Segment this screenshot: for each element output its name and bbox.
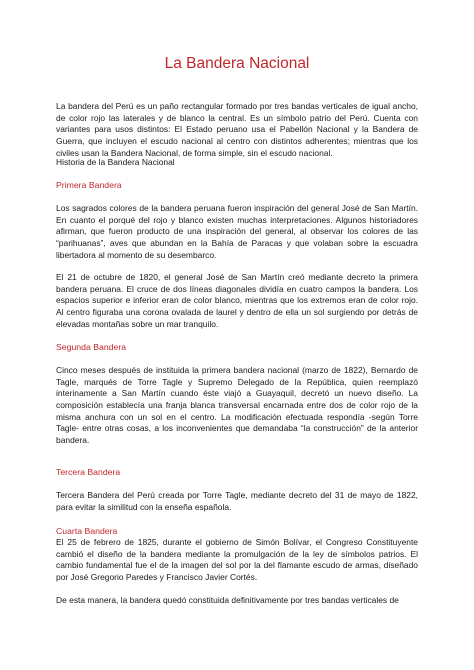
- document-title: La Bandera Nacional: [164, 55, 310, 72]
- section-primera-paragraph-1: Los sagrados colores de la bandera peruana fueron inspiración del general José de San Martín. En cuanto el porqué del rojo y blanco existen muchas interpretaciones. Algunos historiadores afirman, que fueron producto de una inspiración del general, al observar los colores de las “parihuanas”, aves que abundan en la Bahía de Paracas y que volaban sobre la escuadra libertadora al momento de su desembarco.: [56, 203, 418, 260]
- section-heading-primera: Primera Bandera: [56, 180, 122, 190]
- section-cuarta-paragraph-2: De esta manera, la bandera quedó constituida definitivamente por tres bandas verticales de: [56, 595, 399, 605]
- section-primera-paragraph-2: El 21 de octubre de 1820, el general José de San Martín creó mediante decreto la primera bandera peruana. El cruce de dos líneas diagonales dividía en cuatro campos la bandera. Los espacios superior e inferior eran de color blanco, mientras que los extremos eran de color rojo. Al centro figuraba una corona ovalada de laurel y dentro de ella un sol surgiendo por detrás de elevadas montañas sobre un mar tranquilo.: [56, 272, 418, 329]
- section-tercera-paragraph-1: Tercera Bandera del Perú creada por Torre Tagle, mediante decreto del 31 de mayo de 1822, para evitar la similitud con la enseña española.: [56, 490, 418, 512]
- section-heading-segunda: Segunda Bandera: [56, 342, 127, 352]
- section-heading-tercera: Tercera Bandera: [56, 467, 121, 477]
- section-heading-cuarta: Cuarta Bandera: [56, 526, 118, 536]
- history-label: Historia de la Bandera Nacional: [56, 157, 175, 167]
- section-segunda-paragraph-1: Cinco meses después de instituida la primera bandera nacional (marzo de 1822), Bernardo de Tagle, marqués de Torre Tagle y Supremo Delegado de la República, quien reemplazó interinamente a San Martín cuando éste viajó a Guayaquil, decretó un nuevo diseño. La composición establecía una franja blanca transversal encarnada entre dos de color rojo de la misma anchura con un sol en el centro. La modificación efectuada respondía -según Torre Tagle- entre otras cosas, a los inconvenientes que demandaba “la construcción” de la anterior bandera.: [56, 365, 418, 445]
- intro-paragraph: La bandera del Perú es un paño rectangular formado por tres bandas verticales de igual ancho, de color rojo las laterales y de blanco la central. Es un símbolo patrio del Perú. Cuenta con variantes para usos distintos: El Estado peruano usa el Pabellón Nacional y la Bandera de Guerra, que incluyen el escudo nacional al centro con distintos adherentes; mientras que los civiles usan la Bandera Nacional, de forma simple, sin el escudo nacional.: [56, 101, 418, 158]
- section-cuarta-paragraph-1: El 25 de febrero de 1825, durante el gobierno de Simón Bolívar, el Congreso Constituyente cambió el diseño de la bandera mediante la promulgación de la ley de símbolos patrios. El cambio fundamental fue el de la imagen del sol por la del flamante escudo de armas, diseñado por José Gregorio Paredes y Francisco Javier Cortés.: [56, 537, 418, 582]
